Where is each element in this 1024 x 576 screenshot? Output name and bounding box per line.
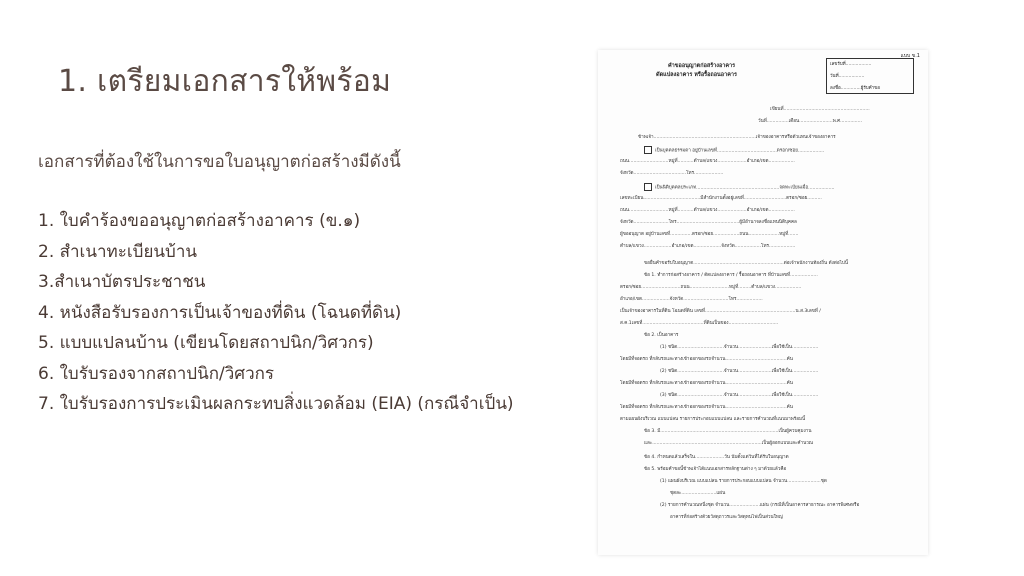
form-line: ถนน...........................หมู่ที่...........ตำบล/แขวง....................อำเภอ/เขต.................. bbox=[620, 208, 795, 213]
checkbox-icon bbox=[644, 183, 652, 191]
receipt-line: ลงชื่อ..............ผู้รับคำขอ bbox=[830, 86, 880, 91]
form-line: (3) ชนิด................................จำนวน.......................เพื่อใช้เป็น.................. bbox=[660, 393, 819, 398]
list-item: 3.สำเนาบัตรประชาชน bbox=[38, 272, 206, 292]
slide-title: 1. เตรียมเอกสารให้พร้อม bbox=[58, 64, 392, 99]
list-item: 1. ใบคำร้องขออนุญาตก่อสร้างอาคาร (ข.๑) bbox=[38, 211, 361, 231]
form-line: (1) แผนผังบริเวณ แบบแปลน รายการประกอบแบบแปลน จำนวน.......................ชุด bbox=[660, 479, 827, 484]
receipt-line: เลขรับที่.................. bbox=[830, 62, 872, 67]
form-line: ข้อ 1. ทำการก่อสร้างอาคาร / ดัดแปลงอาคาร / รื้อถอนอาคาร ที่บ้านเลขที่................... bbox=[644, 273, 818, 278]
form-line bbox=[644, 183, 834, 192]
intro-text: เอกสารที่ต้องใช้ในการขอใบอนุญาตก่อสร้างมีดังนี้ bbox=[38, 152, 401, 172]
list-item: 2. สำเนาทะเบียนบ้าน bbox=[38, 241, 198, 262]
form-line: โดยมีที่จอดรถ ที่กลับรถและทางเข้าออกของรถจำนวน..........................................คัน bbox=[620, 381, 793, 386]
form-line: เป็นเจ้าของอาคารในที่ดิน โฉนดที่ดิน เลขที่..............................................................น.ส.3เลขที่ / bbox=[620, 309, 821, 314]
form-line: ส.ค.1เลขที่..........................................ที่ดินเป็นของ.................................. bbox=[620, 321, 779, 326]
form-line: เขียนที่........................................................... bbox=[770, 107, 870, 112]
form-line: โดยมีที่จอดรถ ที่กลับรถและทางเข้าออกของรถจำนวน..........................................คัน bbox=[620, 357, 793, 362]
form-line bbox=[644, 146, 824, 155]
form-line: ตามแผนผังบริเวณ แบบแปลน รายการประกอบแบบแปลน และรายการคำนวณที่แนบมาพร้อมนี้ bbox=[620, 417, 806, 422]
list-item: 7. ใบรับรองการประเมินผลกระทบสิ่งแวดล้อม (EIA) (กรณีจำเป็น) bbox=[38, 394, 514, 414]
form-line: ข้อ 2. เป็นอาคาร bbox=[644, 333, 679, 338]
form-line-text: เป็นบุคคลธรรมดา อยู่บ้านเลขที่.........................................ตรอก/ซอย.................. bbox=[655, 148, 825, 154]
form-line: ตรอก/ซอย...........................ถนน...........................หมู่ที่.........ตำบล/แขวง.................. bbox=[620, 285, 802, 290]
form-line: ตำบล/แขวง...................อำเภอ/เขต...................จังหวัด..................โทร.................. bbox=[620, 244, 796, 249]
form-line: ถนน...........................หมู่ที่...........ตำบล/แขวง....................อำเภอ/เขต.................. bbox=[620, 159, 795, 164]
form-line: ขอยื่นคำขอรับใบอนุญาต..............................................................ต่อเจ้าพนักงานท้องถิ่น ดังต่อไปนี้ bbox=[644, 261, 848, 266]
form-line: ข้อ 5. พร้อมคำขอนี้ข้าพเจ้าได้แนบเอกสารหลักฐานต่าง ๆ มาด้วยแล้วคือ bbox=[644, 467, 787, 472]
form-line: ชุดละ........................แผ่น bbox=[670, 491, 726, 496]
form-line: ข้อ 4. กำหนดแล้วเสร็จใน....................วัน นับตั้งแต่วันที่ได้รับใบอนุญาต bbox=[644, 455, 789, 460]
form-line: โดยมีที่จอดรถ ที่กลับรถและทางเข้าออกของรถจำนวน..........................................คัน bbox=[620, 405, 793, 410]
list-item: 5. แบบแปลนบ้าน (เขียนโดยสถาปนิก/วิศวกร) bbox=[38, 333, 374, 353]
form-line: จังหวัด....................................โทร.................... bbox=[620, 171, 724, 176]
form-line: (2) ชนิด................................จำนวน.......................เพื่อใช้เป็น.................. bbox=[660, 369, 819, 374]
document-list bbox=[38, 206, 514, 420]
list-item: 6. ใบรับรองจากสถาปนิก/วิศวกร bbox=[38, 363, 275, 384]
form-code: แบบ ข.1 bbox=[900, 53, 920, 59]
scanned-form-image bbox=[598, 50, 928, 555]
form-line-text: เป็นนิติบุคคลประเภท.........................................................จดทะเบียนเมื่อ.................. bbox=[655, 185, 835, 191]
form-line: ข้อ 3. มี.................................................................................เป็นผู้ควบคุมงาน bbox=[644, 429, 812, 434]
form-line: และ...........................................................................เป็นผู้ออกแบบและคำนวณ bbox=[644, 441, 814, 446]
form-subheading: ดัดแปลงอาคาร หรือรื้อถอนอาคาร bbox=[656, 72, 737, 78]
form-line: (1) ชนิด................................จำนวน.......................เพื่อใช้เป็น.................. bbox=[660, 345, 819, 350]
form-line: (2) รายการคำนวณหนึ่งชุด จำนวน.....................แผ่น (กรณีที่เป็นอาคารสาธารณะ อาคารพิเศษหรือ bbox=[660, 503, 860, 508]
receipt-box bbox=[826, 58, 914, 94]
form-line: วันที่...............เดือน.......................พ.ศ............... bbox=[758, 119, 862, 124]
form-line: จังหวัด........................โทร...........................................ผู้มีอำนาจลงชื่อแทนนิติบุคคล bbox=[620, 220, 797, 225]
form-line: อาคารที่ก่อสร้างด้วยวัสดุถาวรและวัสดุทนไฟเป็นส่วนใหญ่ bbox=[670, 515, 783, 520]
form-line: ผู้ขออนุญาต อยู่บ้านเลขที่...............ตรอก/ซอย..................ถนน.....................หมู่ที่....... bbox=[620, 232, 799, 237]
checkbox-icon bbox=[644, 146, 652, 154]
form-line: ข้าพเจ้า......................................................................เจ้าของอาคารหรือตัวแทนเจ้าของอาคาร bbox=[638, 135, 836, 140]
list-item: 4. หนังสือรับรองการเป็นเจ้าของที่ดิน (โฉนดที่ดิน) bbox=[38, 302, 402, 323]
receipt-line: วันที่.................. bbox=[830, 74, 865, 79]
form-line: อำเภอ/เขต...................จังหวัด...............................โทร.................. bbox=[620, 297, 763, 302]
form-heading: คำขออนุญาตก่อสร้างอาคาร bbox=[668, 63, 736, 69]
form-line: เลขทะเบียน.......................................มีสำนักงานตั้งอยู่เลขที่.............................ตรอก/ซอย.......... bbox=[620, 196, 822, 201]
